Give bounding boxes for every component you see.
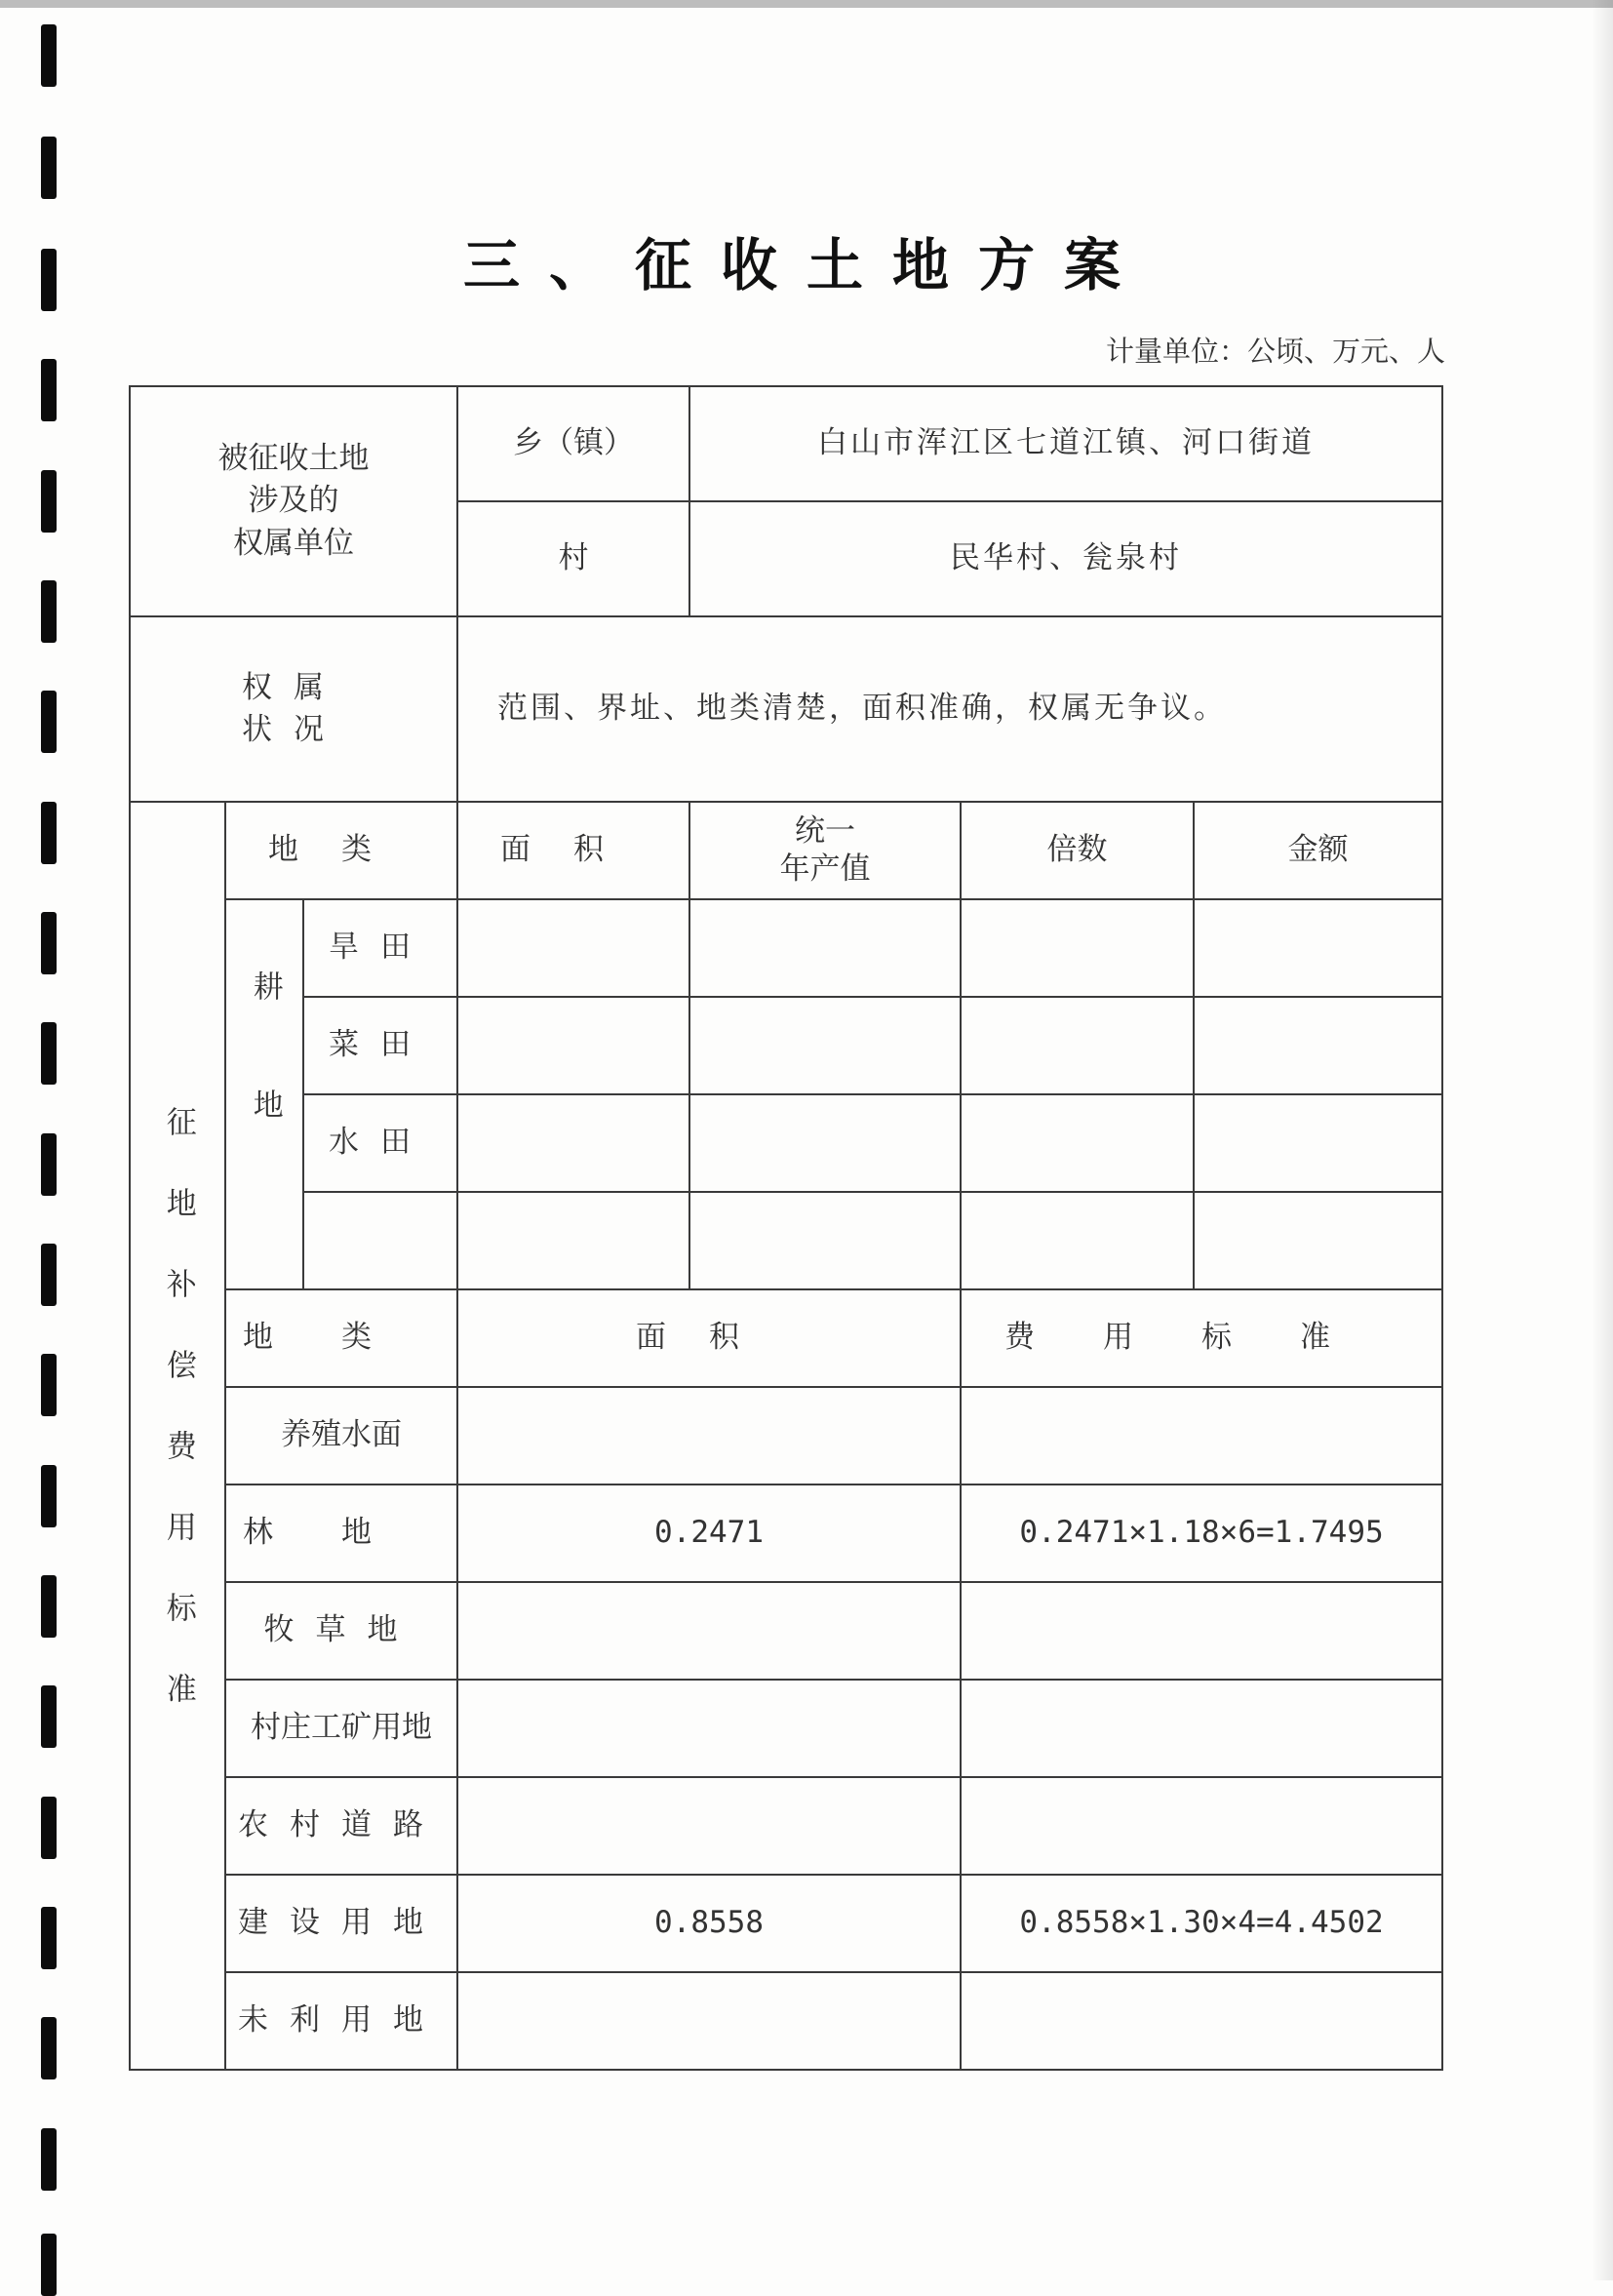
binding-hole: [41, 24, 57, 87]
other-area: 0.2471: [457, 1484, 961, 1582]
binding-hole: [41, 1575, 57, 1638]
other-row: [130, 1582, 1442, 1680]
farmland-multiple: [961, 1192, 1194, 1289]
scan-right-edge: [1592, 0, 1613, 2280]
binding-hole: [41, 691, 57, 753]
binding-holes: [37, 0, 62, 2280]
other-header-area: 面积: [457, 1289, 961, 1387]
status-value: 范围、界址、地类清楚，面积准确，权属无争议。: [457, 616, 1442, 802]
binding-hole: [41, 137, 57, 199]
page-title: 三、征收土地方案: [462, 232, 1150, 298]
farmland-row: [130, 1192, 1442, 1289]
unit-note: 计量单位：公顷、万元、人: [1105, 335, 1445, 368]
other-header-standard: 费用标准: [961, 1289, 1442, 1387]
other-area: 0.8558: [457, 1875, 961, 1972]
farmland-header-amount: 金额: [1194, 802, 1442, 899]
other-standard: [961, 1777, 1442, 1875]
other-type: 养殖水面: [225, 1387, 457, 1484]
other-row: [130, 1972, 1442, 2070]
binding-hole: [41, 580, 57, 643]
other-type: 林地: [225, 1484, 457, 1582]
farmland-row: [130, 899, 1442, 997]
binding-hole: [41, 1133, 57, 1196]
other-row: [130, 1875, 1442, 1972]
other-row: [130, 1387, 1442, 1484]
farmland-area: [457, 997, 689, 1094]
other-type: 建设用地: [225, 1875, 457, 1972]
compensation-section-label: 征地补偿费用标准: [130, 802, 225, 2070]
farmland-group-label: 耕地: [225, 899, 303, 1289]
other-row: [130, 1484, 1442, 1582]
binding-hole: [41, 2017, 57, 2079]
farmland-amount: [1194, 899, 1442, 997]
binding-hole: [41, 1022, 57, 1085]
farmland-multiple: [961, 1094, 1194, 1192]
other-area: [457, 1680, 961, 1777]
farmland-value: [689, 899, 961, 997]
other-area: [457, 1972, 961, 2070]
land-requisition-form: [129, 385, 1443, 2071]
other-standard: 0.8558×1.30×4=4.4502: [961, 1875, 1442, 1972]
binding-hole: [41, 1354, 57, 1416]
farmland-type: 菜田: [303, 997, 457, 1094]
binding-hole: [41, 912, 57, 974]
binding-hole: [41, 1465, 57, 1527]
farmland-header-type: 地类: [225, 802, 457, 899]
township-label: 乡（镇）: [457, 386, 689, 501]
other-area: [457, 1777, 961, 1875]
binding-hole: [41, 1797, 57, 1859]
farmland-value: [689, 1094, 961, 1192]
other-type: 村庄工矿用地: [225, 1680, 457, 1777]
farmland-header-area: 面积: [457, 802, 689, 899]
binding-hole: [41, 1907, 57, 1969]
farmland-value: [689, 997, 961, 1094]
other-standard: [961, 1582, 1442, 1680]
farmland-amount: [1194, 997, 1442, 1094]
binding-hole: [41, 2128, 57, 2191]
ownership-label: 被征收土地 涉及的 权属单位: [130, 386, 457, 616]
other-type: 牧草地: [225, 1582, 457, 1680]
binding-hole: [41, 359, 57, 421]
farmland-type: 旱田: [303, 899, 457, 997]
farmland-row: [130, 997, 1442, 1094]
other-standard: [961, 1387, 1442, 1484]
farmland-area: [457, 1192, 689, 1289]
other-row: [130, 1680, 1442, 1777]
other-type: 农村道路: [225, 1777, 457, 1875]
other-standard: [961, 1972, 1442, 2070]
farmland-value: [689, 1192, 961, 1289]
other-type: 未利用地: [225, 1972, 457, 2070]
farmland-multiple: [961, 899, 1194, 997]
other-standard: [961, 1680, 1442, 1777]
farmland-multiple: [961, 997, 1194, 1094]
village-label: 村: [457, 501, 689, 616]
scan-top-edge: [0, 0, 1613, 8]
binding-hole: [41, 470, 57, 533]
other-row: [130, 1777, 1442, 1875]
farmland-amount: [1194, 1094, 1442, 1192]
binding-hole: [41, 1685, 57, 1748]
other-area: [457, 1387, 961, 1484]
village-value: 民华村、瓮泉村: [689, 501, 1442, 616]
farmland-header-value: 统一 年产值: [689, 802, 961, 899]
farmland-type: [303, 1192, 457, 1289]
township-value: 白山市浑江区七道江镇、河口街道: [689, 386, 1442, 501]
other-standard: 0.2471×1.18×6=1.7495: [961, 1484, 1442, 1582]
farmland-row: [130, 1094, 1442, 1192]
farmland-area: [457, 1094, 689, 1192]
binding-hole: [41, 2234, 57, 2296]
farmland-area: [457, 899, 689, 997]
farmland-header-multiple: 倍数: [961, 802, 1194, 899]
farmland-type: 水田: [303, 1094, 457, 1192]
other-area: [457, 1582, 961, 1680]
binding-hole: [41, 802, 57, 864]
binding-hole: [41, 1244, 57, 1306]
other-header-type: 地类: [225, 1289, 457, 1387]
status-label: 权属 状况: [130, 616, 457, 802]
farmland-amount: [1194, 1192, 1442, 1289]
